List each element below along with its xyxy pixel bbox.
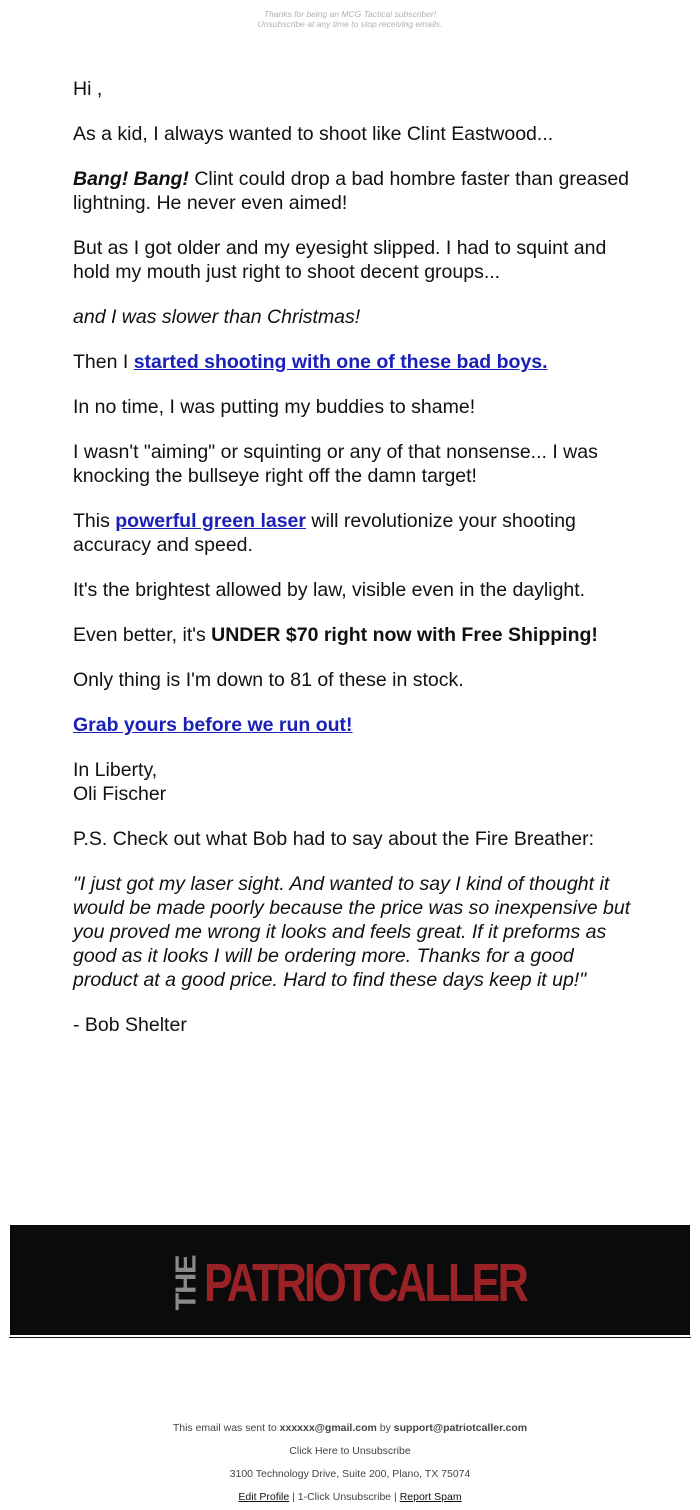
green-laser-link[interactable]: powerful green laser: [115, 510, 306, 532]
greeting: Hi ,: [73, 78, 103, 100]
grab-yours-link[interactable]: Grab yours before we run out!: [73, 714, 353, 736]
testimonial-author: - Bob Shelter: [73, 1014, 187, 1036]
recipient-email: xxxxxx@gmail.com: [279, 1422, 377, 1434]
paragraph-cta: [73, 713, 633, 737]
paragraph-bang: [73, 167, 633, 215]
preheader: [0, 9, 700, 29]
signoff: In Liberty,: [73, 759, 158, 781]
price-offer: UNDER $70 right now with Free Shipping!: [211, 624, 598, 646]
paragraph-ps: P.S. Check out what Bob had to say about the Fire Breather:: [73, 828, 595, 850]
paragraph-intro: As a kid, I always wanted to shoot like Clint Eastwood...: [73, 123, 554, 145]
paragraph-bang-text: Clint could drop a bad hombre faster than greased lightning. He never even aimed!: [73, 168, 630, 214]
footer-separator: |: [391, 1491, 400, 1503]
paragraph-price: [73, 623, 633, 647]
paragraph-aiming: I wasn't "aiming" or squinting or any of that nonsense... I was knocking the bullseye right off the damn target!: [73, 441, 598, 487]
email-body: [73, 77, 633, 1058]
paragraph-laser-pre: This: [73, 510, 116, 532]
preheader-line-1: Thanks for being an MCG Tactical subscriber!: [263, 9, 437, 19]
logo-wordmark: PATRIOTCALLER: [204, 1253, 526, 1313]
paragraph-then-text: Then I: [73, 351, 134, 373]
slower-italic-text: and I was slower than Christmas!: [73, 306, 361, 328]
testimonial-text: "I just got my laser sight. And wanted to say I kind of thought it would be made poorly because the price was so inexpensive but you proved me wrong it looks and feels great. If it preforms as good as it looks I will be ordering more. Thanks for a good product at a good price. Hard to find these days keep it up!": [73, 873, 631, 991]
report-spam-link[interactable]: Report Spam: [399, 1491, 462, 1503]
paragraph-laser: [73, 509, 633, 557]
logo-the: THE: [170, 1255, 203, 1311]
paragraph-laser-post: will revolutionize your shooting accuracy and speed.: [73, 510, 576, 556]
paragraph-then: [73, 350, 633, 374]
signature-block: [73, 758, 633, 806]
one-click-unsubscribe-link[interactable]: 1-Click Unsubscribe: [297, 1491, 392, 1503]
paragraph-eyesight: But as I got older and my eyesight slipped. I had to squint and hold my mouth just right to shoot decent groups...: [73, 237, 607, 283]
product-link[interactable]: started shooting with one of these bad boys.: [133, 351, 548, 373]
preheader-line-2: Unsubscribe at any time to stop receiving emails.: [257, 19, 443, 29]
footer-unsubscribe-link[interactable]: Click Here to Unsubscribe: [289, 1445, 411, 1457]
footer-links: [0, 1489, 700, 1510]
footer-separator: |: [289, 1491, 298, 1503]
patriotcaller-logo: [170, 1252, 606, 1314]
paragraph-stock: Only thing is I'm down to 81 of these in stock.: [73, 669, 464, 691]
footer-sent-to: This email was sent to xxxxxx@gmail.com by support@patriotcaller.com: [172, 1422, 528, 1434]
paragraph-price-pre: Even better, it's: [73, 624, 212, 646]
signature-name: Oli Fischer: [73, 783, 167, 805]
email-footer: [0, 1420, 700, 1510]
sender-email: support@patriotcaller.com: [393, 1422, 528, 1434]
paragraph-slower: [73, 305, 633, 329]
paragraph-brightest: It's the brightest allowed by law, visible even in the daylight.: [73, 579, 586, 601]
bang-emphasis: Bang! Bang!: [73, 168, 189, 190]
footer-address: 3100 Technology Drive, Suite 200, Plano, TX 75074: [229, 1468, 471, 1480]
paragraph-buddies: In no time, I was putting my buddies to shame!: [73, 396, 476, 418]
banner-divider: [9, 1337, 691, 1338]
edit-profile-link[interactable]: Edit Profile: [238, 1491, 290, 1503]
testimonial: [73, 872, 633, 992]
brand-banner[interactable]: [10, 1225, 690, 1335]
